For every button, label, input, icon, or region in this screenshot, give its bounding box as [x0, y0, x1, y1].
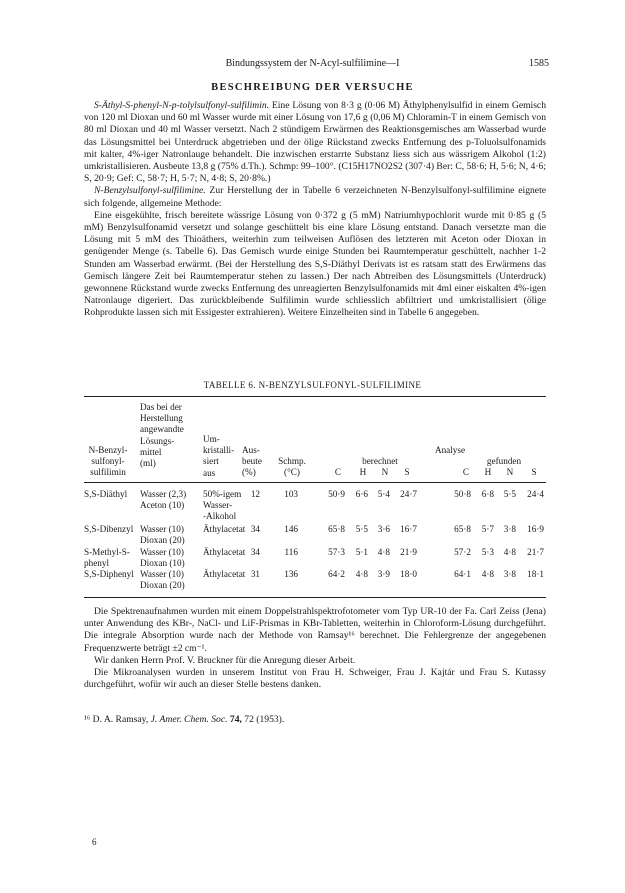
table-cell-found-s: 16·9: [527, 524, 544, 534]
table-cell-calc-h: 5·1: [355, 547, 368, 557]
col-header-sulfilimin: N-Benzyl- sulfonyl- sulfilimin: [88, 445, 128, 478]
table-cell-found-c: 50·8: [454, 489, 471, 499]
paragraph-body: Eine Lösung von 8·3 g (0·06 M) Äthylphenylsulfid in einem Gemisch von 120 ml Dioxan und 60 ml Wasser wurde mit einer Lösung von 17,6 g (0,06 M) Chloramin-T in einem Gemisch von 80 ml Dioxan und 40 ml Wasser versetzt. Nach 2 stündigem Erwärmen des Reaktionsgemisches am Wasserbad wurde das Lösungsmittel bei Unterdruck abgetrieben und der ölige Rückstand zwecks Entfernung des p-Toluolsulfonamids mit kalter, 4%-iger Natronlauge behandelt. Die inzwischen erstarrte Substanz liess sich aus wässrigem Alkohol (1:2) umkristallisieren. Ausbeute 13,8 g (75% d.Th.). Schmp: 99–100°. (C15H17NO2S2 (307·4) Ber: C, 58·6; H, 5·6; N, 4·6; S, 20·9; Gef: C, 58·7; H, 5·7; N, 4·8; S, 20·8%.): [84, 100, 546, 185]
table-cell-yield: 31: [250, 569, 260, 579]
table-cell-found-n: 4·8: [503, 547, 516, 557]
paragraph-microanalysis: Die Mikroanalysen wurden in unserem Institut von Frau H. Schweiger, Frau J. Kajtár und Frau S. Kutassy durchgeführt, wofür wir auch an dieser Stelle bestens danken.: [84, 667, 546, 691]
table-cell-found-s: 24·4: [527, 489, 544, 499]
table-cell-found-s: 21·7: [527, 547, 544, 557]
table-cell-solvent: Wasser (10) Dioxan (10): [140, 547, 185, 569]
col-header-gefunden: gefunden: [486, 456, 522, 466]
col-header-calc-n: N: [381, 467, 389, 477]
col-header-calc-c: C: [334, 467, 342, 477]
table-cell-found-c: 64·1: [454, 569, 471, 579]
table-cell-calc-s: 18·0: [400, 569, 417, 579]
col-header-solvent: Das bei der Herstellung angewandte Lösungs- mittel (ml): [140, 402, 184, 469]
table-cell-found-h: 6·8: [481, 489, 494, 499]
col-header-found-s: S: [531, 467, 537, 477]
table-cell-calc-c: 50·9: [328, 489, 345, 499]
page-number: 1585: [529, 58, 549, 69]
table-cell-solvent: Wasser (10) Dioxan (20): [140, 569, 185, 591]
table-bottom-rule: [84, 597, 546, 598]
footnote-authors: D. A. Ramsay,: [92, 714, 149, 725]
table-cell-mp: 103: [284, 489, 298, 499]
compound-heading: S-Äthyl-S-phenyl-N-p-tolylsulfonyl-sulfilimin.: [94, 100, 270, 111]
col-header-calc-h: H: [359, 467, 367, 477]
table-cell-recryst: Äthylacetat: [203, 569, 246, 579]
table-cell-found-c: 65·8: [454, 524, 471, 534]
table-cell-calc-n: 3·9: [377, 569, 390, 579]
table-cell-calc-s: 16·7: [400, 524, 417, 534]
table-cell-calc-h: 6·6: [355, 489, 368, 499]
footnote: [84, 714, 284, 725]
table-cell-name: S,S-Diäthyl: [84, 489, 128, 499]
table-cell-calc-c: 57·3: [328, 547, 345, 557]
table-cell-name: S-Methyl-S- phenyl: [84, 547, 130, 569]
col-header-yield: Aus- beute (%): [242, 445, 262, 478]
table-cell-found-h: 4·8: [481, 569, 494, 579]
col-header-calc-s: S: [404, 467, 410, 477]
table-cell-calc-n: 3·6: [377, 524, 390, 534]
table-cell-recryst: Äthylacetat: [203, 524, 246, 534]
table-cell-calc-h: 5·5: [355, 524, 368, 534]
col-header-analyse: Analyse: [434, 445, 466, 455]
paragraph-body: Zur Herstellung der in Tabelle 6 verzeichneten N-Benzylsulfonyl-sulfilimine eignete sich folgende, allgemeine Methode:: [84, 185, 546, 209]
col-header-found-n: N: [506, 467, 514, 477]
paragraph-thanks: Wir danken Herrn Prof. V. Bruckner für die Anregung dieser Arbeit.: [94, 654, 356, 666]
table-title: TABELLE 6. N-BENZYLSULFONYL-SULFILIMINE: [203, 380, 422, 390]
table-cell-found-s: 18·1: [527, 569, 544, 579]
table-cell-calc-h: 4·8: [355, 569, 368, 579]
table-cell-calc-s: 24·7: [400, 489, 417, 499]
running-title: Bindungssystem der N-Acyl-sulfilimine—I: [225, 58, 400, 69]
table-cell-calc-n: 4·8: [377, 547, 390, 557]
footnote-journal: J. Amer. Chem. Soc.: [150, 714, 228, 725]
table-cell-yield: 34: [250, 547, 260, 557]
col-header-berechnet: berechnet: [362, 456, 398, 466]
footnote-mark: ¹⁶: [84, 714, 91, 725]
table-cell-calc-n: 5·4: [377, 489, 390, 499]
col-header-found-c: C: [462, 467, 470, 477]
col-header-recryst: Um- kristalli- siert aus: [203, 434, 235, 478]
col-header-found-h: H: [484, 467, 492, 477]
table-cell-mp: 116: [284, 547, 298, 557]
table-cell-calc-c: 65·8: [328, 524, 345, 534]
table-cell-calc-s: 21·9: [400, 547, 417, 557]
compound-heading: N-Benzylsulfonyl-sulfilimine.: [94, 185, 206, 197]
table-cell-found-h: 5·7: [481, 524, 494, 534]
table-cell-name: S,S-Diphenyl: [84, 569, 134, 579]
footnote-volume: 74,: [229, 714, 242, 725]
table-cell-recryst: Äthylacetat: [203, 547, 246, 557]
section-heading: BESCHREIBUNG DER VERSUCHE: [211, 82, 414, 93]
table-cell-recryst: 50%-igem Wasser- -Alkohol: [203, 489, 242, 522]
table-cell-solvent: Wasser (10) Dioxan (20): [140, 524, 185, 546]
paragraph-spectra: Die Spektrenaufnahmen wurden mit einem Doppelstrahlspektrofotometer vom Typ UR-10 der Fa. Carl Zeiss (Jena) unter Anwendung des KBr-, NaCl- und LiF-Prismas in KBr-Tabletten, weiterhin in Chloroform-Lösung durchgeführt. Die integrale Absorption wurde nach der Methode von Ramsay¹⁶ berechnet. Die Fehlergrenze der angegebenen Frequenzwerte beträgt ±2 cm⁻¹.: [84, 606, 546, 654]
table-cell-found-n: 5·5: [503, 489, 516, 499]
table-cell-mp: 146: [284, 524, 298, 534]
table-cell-found-c: 57·2: [454, 547, 471, 557]
folio-mark: 6: [92, 837, 97, 847]
table-cell-yield: 34: [250, 524, 260, 534]
table-cell-name: S,S-Dibenzyl: [84, 524, 134, 534]
table-cell-found-h: 5·3: [481, 547, 494, 557]
col-header-mp: Schmp. (°C): [278, 456, 306, 478]
table-cell-found-n: 3·8: [503, 569, 516, 579]
table-cell-yield: 12: [250, 489, 260, 499]
paragraph-method: Eine eisgekühlte, frisch bereitete wässrige Lösung von 0·372 g (5 mM) Natriumhypochlorit wurde mit 0·85 g (5 mM) Benzylsulfonamid versetzt und solange geschüttelt bis eine klare Lösung entstand. Danach versetzte man die Lösung mit 5 mM des Thioäthers, weiterhin zum teilweisen Auflösen des letzteren mit Aceton oder Dioxan in genügender Menge (s. Tabelle 6). Das Gemisch wurde einige Stunden bei Raumtemperatur geschüttelt, nachher 1-2 Stunden am Wasserbad erwärmt. (Bei der Herstellung des S,S-Diäthyl Derivats ist es ratsam statt des Erwärmens das Gemisch längere Zeit bei Raumtemperatur stehen zu lassen.) Der nach Abtreiben des Lösungsmittels (Unterdruck) gewonnene Rückstand wurde zwecks Entfernung des unreagierten Benzylsulfonamids mit 4ml einer eiskalten 4%-igen Natronlauge digeriert. Das zurückbleibende Sulfilimin wurde schliesslich abfiltriert und umkristallisiert (ölige Rohprodukte lassen sich mit Essigester extrahieren). Weitere Einzelheiten sind in Tabelle 6 angegeben.: [84, 209, 546, 319]
table-cell-mp: 136: [284, 569, 298, 579]
table-cell-solvent: Wasser (2,3) Aceton (10): [140, 489, 187, 511]
acknowledgement-text: [84, 606, 546, 691]
footnote-pages-year: 72 (1953).: [244, 714, 285, 725]
table-cell-calc-c: 64·2: [328, 569, 345, 579]
table-cell-found-n: 3·8: [503, 524, 516, 534]
table-header-rule: [84, 482, 546, 483]
